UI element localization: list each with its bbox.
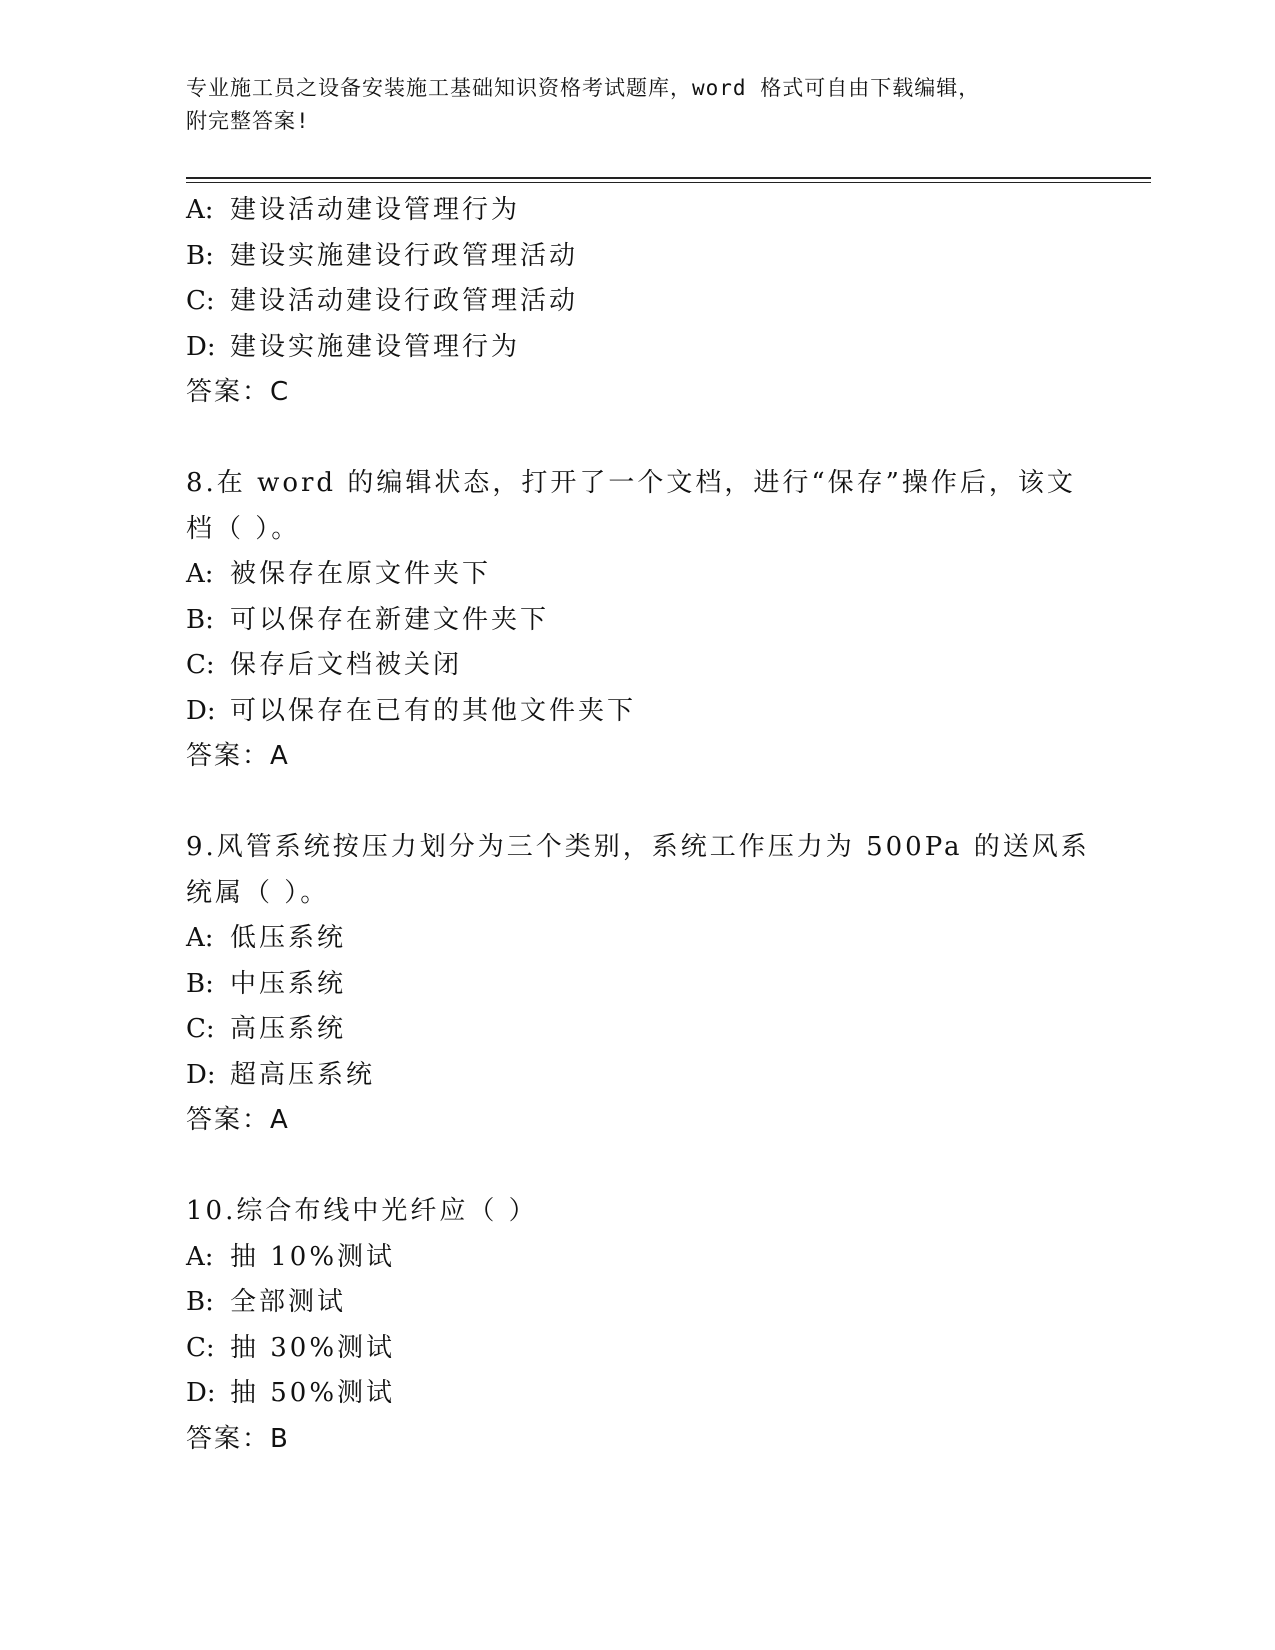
option-key: C: [186, 1014, 215, 1044]
option-key: A: [186, 1241, 214, 1272]
header-rule-thin [186, 182, 1151, 183]
header-line-1: 专业施工员之设备安装施工基础知识资格考试题库，word 格式可自由下载编辑， [186, 76, 981, 100]
question-stem-line-2: 档（ ）。 [186, 513, 301, 544]
option-text: 低压系统 [230, 923, 347, 953]
answer-line: 答案：A [186, 1105, 290, 1135]
option-key: A: [186, 195, 214, 225]
answer-line: 答案：B [186, 1423, 290, 1454]
option-text: 建设活动建设行政管理活动 [230, 286, 579, 316]
question-7 [186, 188, 1126, 416]
question-stem-line-1: 10.综合布线中光纤应（ ） [186, 1196, 538, 1226]
option-text: 超高压系统 [230, 1059, 376, 1090]
option-b [186, 1280, 1126, 1326]
option-key: C: [186, 1332, 215, 1363]
question-8 [186, 461, 1126, 780]
option-c [186, 643, 1126, 689]
option-key: D: [186, 695, 216, 726]
answer-line: 答案：A [186, 741, 290, 771]
option-a [186, 916, 1126, 962]
option-key: A: [186, 559, 214, 589]
spacer [186, 780, 1126, 826]
option-d [186, 1053, 1126, 1099]
option-d [186, 325, 1126, 371]
option-key: B: [186, 1287, 214, 1317]
question-stem-line-1: 8.在 word 的编辑状态，打开了一个文档，进行“保存”操作后，该文 [186, 468, 1076, 498]
question-10 [186, 1189, 1126, 1462]
option-text: 可以保存在新建文件夹下 [230, 604, 550, 635]
option-key: C: [186, 286, 215, 316]
option-b [186, 962, 1126, 1008]
option-key: C: [186, 650, 215, 680]
question-stem-line-2: 统属（ ）。 [186, 877, 330, 908]
question-stem-line-1: 9.风管系统按压力划分为三个类别，系统工作压力为 500Pa 的送风系 [186, 832, 1090, 862]
option-a [186, 188, 1126, 234]
option-d [186, 689, 1126, 735]
option-key: B: [186, 968, 214, 999]
question-list [186, 188, 1126, 1462]
option-text: 抽 50%测试 [230, 1378, 396, 1408]
option-text: 抽 30%测试 [230, 1332, 396, 1363]
option-key: B: [186, 604, 214, 635]
option-c [186, 1326, 1126, 1372]
option-c [186, 279, 1126, 325]
option-b [186, 598, 1126, 644]
question-9 [186, 825, 1126, 1144]
header-rule-thick [186, 177, 1151, 179]
answer-line: 答案：C [186, 377, 291, 407]
option-a [186, 1235, 1126, 1281]
option-text: 可以保存在已有的其他文件夹下 [230, 695, 637, 726]
option-key: D: [186, 331, 216, 362]
spacer [186, 1144, 1126, 1190]
document-header [186, 72, 1066, 138]
option-text: 全部测试 [230, 1287, 347, 1317]
header-line-2: 附完整答案! [186, 109, 310, 133]
option-text: 建设实施建设管理行为 [230, 331, 521, 362]
option-c [186, 1007, 1126, 1053]
option-key: D: [186, 1059, 216, 1090]
option-text: 建设活动建设管理行为 [230, 195, 521, 225]
option-text: 保存后文档被关闭 [230, 650, 463, 680]
option-text: 高压系统 [230, 1014, 347, 1044]
option-b [186, 234, 1126, 280]
option-text: 被保存在原文件夹下 [230, 559, 492, 589]
option-key: D: [186, 1378, 216, 1408]
option-text: 抽 10%测试 [230, 1241, 396, 1272]
option-text: 建设实施建设行政管理活动 [230, 240, 579, 271]
option-text: 中压系统 [230, 968, 347, 999]
spacer [186, 416, 1126, 462]
option-a [186, 552, 1126, 598]
option-key: A: [186, 923, 214, 953]
option-d [186, 1371, 1126, 1417]
option-key: B: [186, 240, 214, 271]
